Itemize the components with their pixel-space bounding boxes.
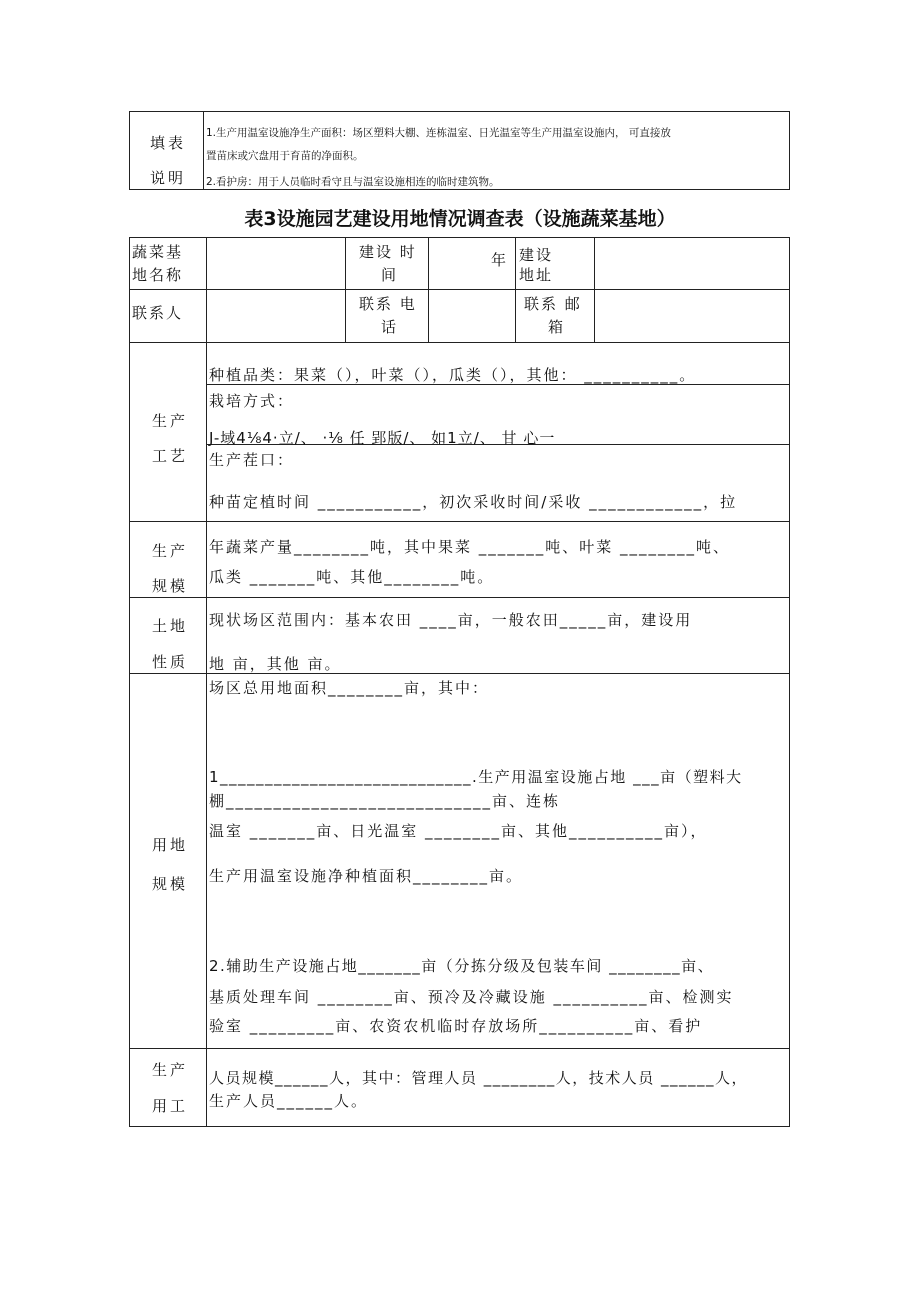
land-nature-label-1: 土地 — [152, 617, 189, 635]
mailbox-label-1: 联系 邮 — [524, 295, 582, 313]
land-nature-line-1: 现状场区范围内：基本农田 ____亩，一般农田_____亩，建设用 — [209, 611, 693, 629]
land-scale-line-5: 生产用温室设施净种植面积________亩。 — [209, 867, 524, 885]
scale-line-1: 年蔬菜产量________吨，其中果菜 _______吨、叶菜 ________吨、 — [209, 538, 731, 556]
land-scale-label-1: 用地 — [152, 836, 189, 854]
contact-label: 联系人 — [132, 304, 184, 322]
build-time-label-2: 间 — [381, 266, 399, 284]
process-label-2: 工艺 — [152, 447, 189, 465]
notes-label-2: 说明 — [150, 169, 187, 187]
phone-label-2: 话 — [381, 318, 399, 336]
method-label: 栽培方式： — [209, 392, 295, 410]
land-scale-label-2: 规模 — [152, 875, 189, 893]
labor-label-2: 用工 — [152, 1097, 189, 1115]
timing-line: 种苗定植时间 ___________，初次采收时间/采收 ____________，拉 — [209, 493, 738, 511]
notes-label-1: 填表 — [150, 134, 187, 152]
notes-line-1: 1.生产用温室设施净生产面积：场区塑料大棚、连栋温室、日光温室等生产用温室设施内， 可直接放 — [206, 127, 671, 139]
labor-label-1: 生产 — [152, 1061, 189, 1079]
base-name-label-2: 地名称 — [132, 266, 184, 284]
land-scale-line-3: 棚____________________________亩、连栋 — [209, 792, 561, 810]
land-scale-line-4: 温室 _______亩、日光温室 ________亩、其他__________亩）， — [209, 822, 708, 840]
base-name-label-1: 蔬菜基 — [132, 243, 184, 261]
mailbox-label-2: 箱 — [548, 318, 566, 336]
scale-label-2: 规模 — [152, 577, 189, 595]
build-time-label-1: 建设 时 — [359, 243, 417, 261]
land-scale-line-6: 2.辅助生产设施占地_______亩（分拣分级及包装车间 ________亩、 — [209, 957, 715, 975]
phone-label-1: 联系 电 — [359, 295, 417, 313]
land-nature-label-2: 性质 — [152, 653, 189, 671]
land-scale-line-7: 基质处理车间 ________亩、预冷及冷藏设施 __________亩、检测实 — [209, 988, 734, 1006]
stubble-label: 生产茬口： — [209, 451, 295, 469]
labor-line-2: 生产人员______人。 — [209, 1092, 369, 1110]
land-scale-line-1: 场区总用地面积________亩，其中： — [209, 679, 490, 697]
varieties-line: 种植品类：果菜（），叶菜（），瓜类（），其他： __________。 — [209, 366, 697, 384]
process-label-1: 生产 — [152, 412, 189, 430]
notes-line-3: 2.看护房：用于人员临时看守且与温室设施相连的临时建筑物。 — [206, 176, 500, 188]
notes-line-2: 置苗床或穴盘用于育苗的净面积。 — [206, 150, 364, 162]
scale-label-1: 生产 — [152, 542, 189, 560]
year-label: 年 — [491, 251, 509, 269]
land-scale-line-2: 1____________________________.生产用温室设施占地 ___亩（塑料大 — [209, 768, 743, 786]
land-scale-line-8: 验室 _________亩、农资农机临时存放场所__________亩、看护 — [209, 1017, 703, 1035]
address-label-1: 建设 — [519, 246, 554, 264]
labor-line-1: 人员规模______人，其中：管理人员 ________人，技术人员 ______人， — [209, 1069, 749, 1087]
page-title: 表3设施园艺建设用地情况调查表（设施蔬菜基地） — [244, 208, 676, 230]
method-values: J-域4⅛4·立/、 ·⅛ 任 郢版/、 如1立/、 甘 心一 — [209, 429, 556, 447]
address-label-2: 地址 — [519, 266, 554, 284]
land-nature-line-2: 地 亩，其他 亩。 — [209, 655, 342, 673]
scale-line-2: 瓜类 _______吨、其他________吨。 — [209, 568, 495, 586]
